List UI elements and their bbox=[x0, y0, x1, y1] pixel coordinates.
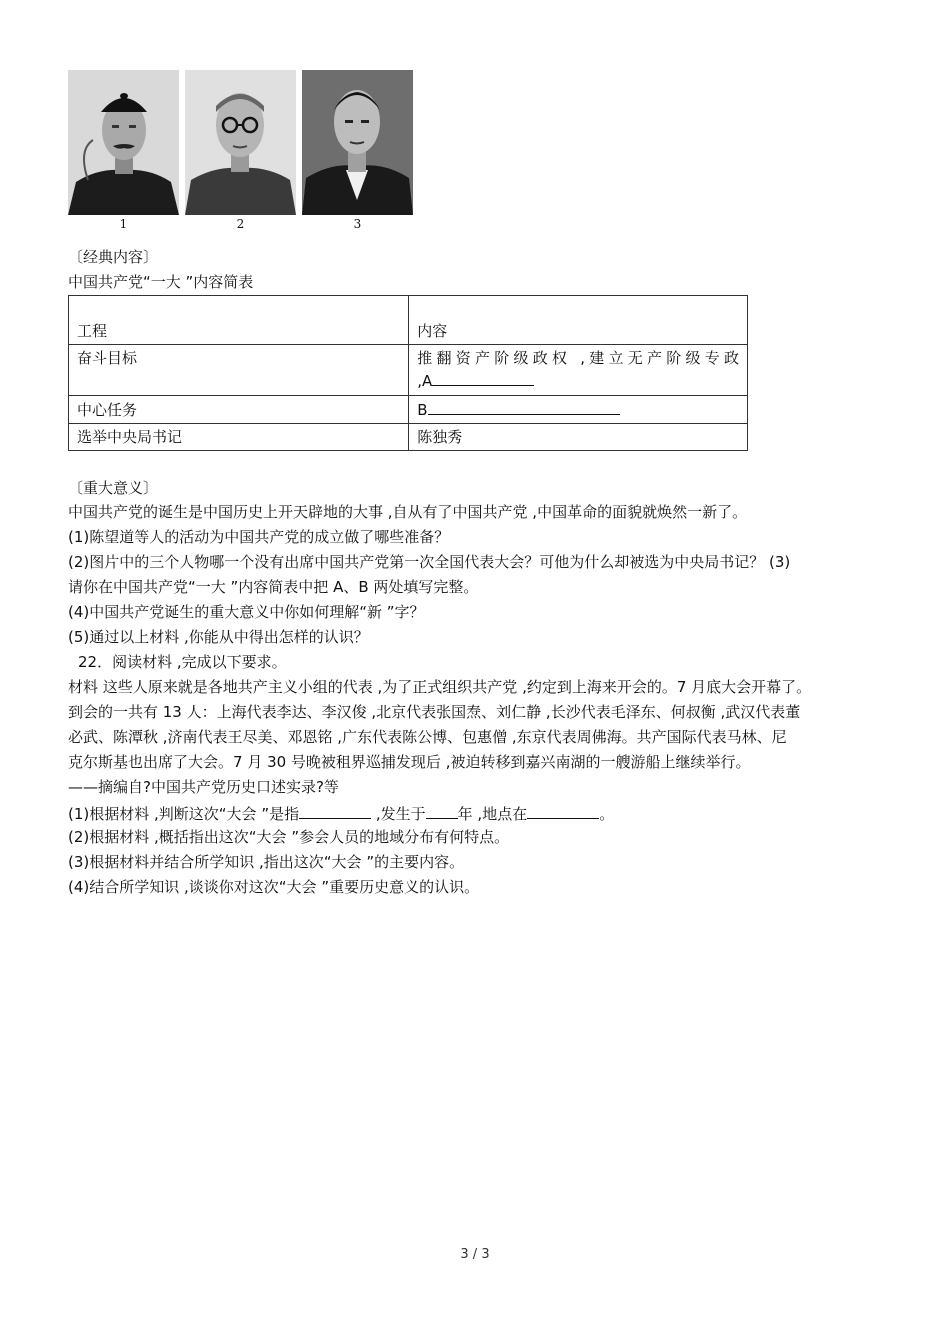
answer-blank-a[interactable] bbox=[432, 369, 534, 386]
content-table bbox=[68, 295, 748, 451]
table-title: 中国共产党“一大 ”内容简表 bbox=[68, 273, 254, 291]
question-text: (1)根据材料 ,判断这次“大会 ”是指 bbox=[68, 805, 300, 823]
material-text-line: 到会的一共有 13 人：上海代表李达、李汉俊 ,北京代表张国焘、刘仁静 ,长沙代表毛泽东、何叔衡 ,武汉代表董 bbox=[68, 703, 801, 721]
photo-caption: 1 bbox=[119, 217, 128, 231]
table-cell-text: ,A bbox=[417, 372, 433, 390]
table-header-cell: 工程 bbox=[69, 296, 409, 345]
question-22-1 bbox=[68, 802, 614, 824]
answer-blank-place[interactable] bbox=[527, 802, 599, 819]
question-text: 。 bbox=[599, 805, 615, 823]
question-5: (5)通过以上材料 ,你能从中得出怎样的认识？ bbox=[68, 628, 369, 646]
question-4: (4)中国共产党诞生的重大意义中你如何理解“新 ”字？ bbox=[68, 603, 425, 621]
photo-caption: 3 bbox=[353, 217, 362, 231]
table-header-cell: 内容 bbox=[409, 296, 748, 345]
portrait-photos bbox=[68, 70, 414, 232]
table-row bbox=[69, 424, 748, 451]
table-cell bbox=[409, 396, 748, 424]
section-classic-heading: 〔经典内容〕 bbox=[68, 248, 159, 266]
table-row bbox=[69, 396, 748, 424]
portrait-photo-2 bbox=[185, 70, 296, 232]
table-cell-text: B bbox=[417, 401, 428, 419]
answer-blank-meeting[interactable] bbox=[299, 802, 371, 819]
photo-caption: 2 bbox=[236, 217, 245, 231]
table-cell: 奋斗目标 bbox=[69, 345, 409, 396]
question-22-2: (2)根据材料 ,概括指出这次“大会 ”参会人员的地域分布有何特点。 bbox=[68, 828, 510, 846]
portrait-man-in-suit-icon bbox=[302, 70, 413, 215]
table-cell bbox=[409, 345, 748, 396]
question-22-heading: 22．阅读材料 ,完成以下要求。 bbox=[78, 653, 287, 671]
table-cell: 中心任务 bbox=[69, 396, 409, 424]
section-significance-heading: 〔重大意义〕 bbox=[68, 479, 159, 497]
table-cell: 陈独秀 bbox=[409, 424, 748, 451]
material-text-line: 材料 这些人原来就是各地共产主义小组的代表 ,为了正式组织共产党 ,约定到上海来开会的。7 月底大会开幕了。 bbox=[68, 678, 812, 696]
material-text-line: 克尔斯基也出席了大会。7 月 30 号晚被租界巡捕发现后 ,被迫转移到嘉兴南湖的一艘游船上继续举行。 bbox=[68, 753, 751, 771]
table-header-row bbox=[69, 296, 748, 345]
portrait-photo-3 bbox=[302, 70, 413, 232]
portrait-man-with-cap-icon bbox=[68, 70, 179, 215]
material-source: ——摘编自?中国共产党历史口述实录?等 bbox=[68, 778, 339, 796]
portrait-photo-1 bbox=[68, 70, 179, 232]
question-3: 请你在中国共产党“一大 ”内容简表中把 A、B 两处填写完整。 bbox=[68, 578, 479, 596]
portrait-man-with-glasses-icon bbox=[185, 70, 296, 215]
table-row bbox=[69, 345, 748, 396]
page-number: 3 / 3 bbox=[460, 1247, 490, 1262]
question-22-3: (3)根据材料并结合所学知识 ,指出这次“大会 ”的主要内容。 bbox=[68, 853, 465, 871]
text-line: 中国共产党的诞生是中国历史上开天辟地的大事 ,自从有了中国共产党 ,中国革命的面貌就焕然一新了。 bbox=[68, 503, 748, 521]
answer-blank-year[interactable] bbox=[426, 802, 458, 819]
material-text-line: 必武、陈潭秋 ,济南代表王尽美、邓恩铭 ,广东代表陈公博、包惠僧 ,东京代表周佛海。共产国际代表马林、尼 bbox=[68, 728, 787, 746]
table-cell-text: 推翻资产阶级政权 ,建立无产阶级专政 bbox=[417, 349, 739, 367]
question-text: ,发生于 bbox=[371, 805, 426, 823]
question-1: (1)陈望道等人的活动为中国共产党的成立做了哪些准备？ bbox=[68, 528, 450, 546]
answer-blank-b[interactable] bbox=[428, 398, 620, 415]
table-cell: 选举中央局书记 bbox=[69, 424, 409, 451]
question-22-4: (4)结合所学知识 ,谈谈你对这次“大会 ”重要历史意义的认识。 bbox=[68, 878, 480, 896]
question-2: (2)图片中的三个人物哪一个没有出席中国共产党第一次全国代表大会？可他为什么却被选为中央局书记？ (3) bbox=[68, 553, 791, 571]
question-text: 年 ,地点在 bbox=[457, 805, 528, 823]
